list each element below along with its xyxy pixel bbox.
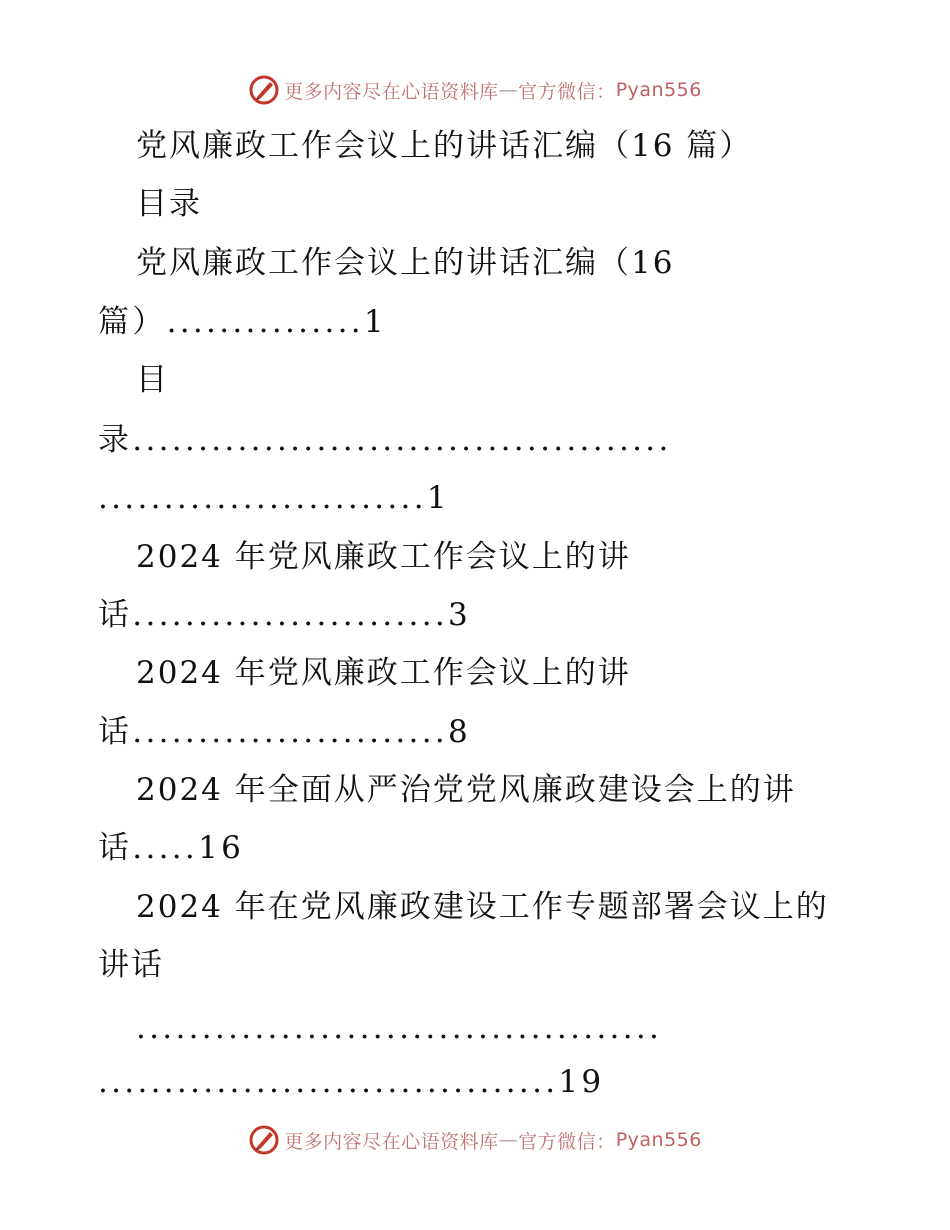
toc-entry-speech-1: 2024 年党风廉政工作会议上的讲	[136, 539, 631, 575]
pen-logo-icon	[248, 74, 280, 106]
document-title: 党风廉政工作会议上的讲话汇编（16 篇）	[136, 128, 753, 164]
toc-entry-contents-leader: 录.........................................	[98, 422, 672, 458]
watermark-text: 更多内容尽在心语资料库	[284, 1130, 499, 1153]
toc-entry-speech-4-page: ...................................19	[98, 1064, 605, 1100]
toc-entry-speech-3-page: 话.....16	[98, 830, 245, 866]
watermark-text: 更多内容尽在心语资料库	[284, 80, 499, 103]
watermark-wechat-id: Pyan556	[615, 79, 702, 101]
toc-heading: 目录	[136, 186, 202, 222]
toc-entry-speech-4: 2024 年在党风廉政建设工作专题部署会议上的	[136, 889, 829, 925]
watermark-banner-top	[0, 70, 950, 110]
toc-entry-contents-page: .........................1	[98, 480, 450, 516]
toc-entry-compilation-page: 篇）...............1	[98, 304, 387, 340]
pen-logo-icon	[248, 1124, 280, 1156]
toc-entry-speech-2-page: 话........................8	[98, 714, 472, 750]
toc-entry-compilation: 党风廉政工作会议上的讲话汇编（16	[136, 245, 675, 281]
watermark-wechat-label: 官方微信：	[518, 1130, 616, 1153]
watermark-banner-bottom	[0, 1120, 950, 1160]
toc-entry-speech-4-cont: 讲话	[98, 947, 164, 983]
toc-entry-speech-2: 2024 年党风廉政工作会议上的讲	[136, 655, 631, 691]
watermark-dash: —	[498, 1129, 519, 1151]
watermark-wechat-id: Pyan556	[615, 1129, 702, 1151]
watermark-wechat-label: 官方微信：	[518, 80, 616, 103]
toc-entry-speech-4-leader: ........................................	[136, 1010, 663, 1046]
toc-entry-speech-1-page: 话........................3	[98, 597, 472, 633]
toc-entry-contents: 目	[136, 362, 169, 398]
toc-entry-speech-3: 2024 年全面从严治党党风廉政建设会上的讲	[136, 772, 796, 808]
watermark-dash: —	[498, 79, 519, 101]
